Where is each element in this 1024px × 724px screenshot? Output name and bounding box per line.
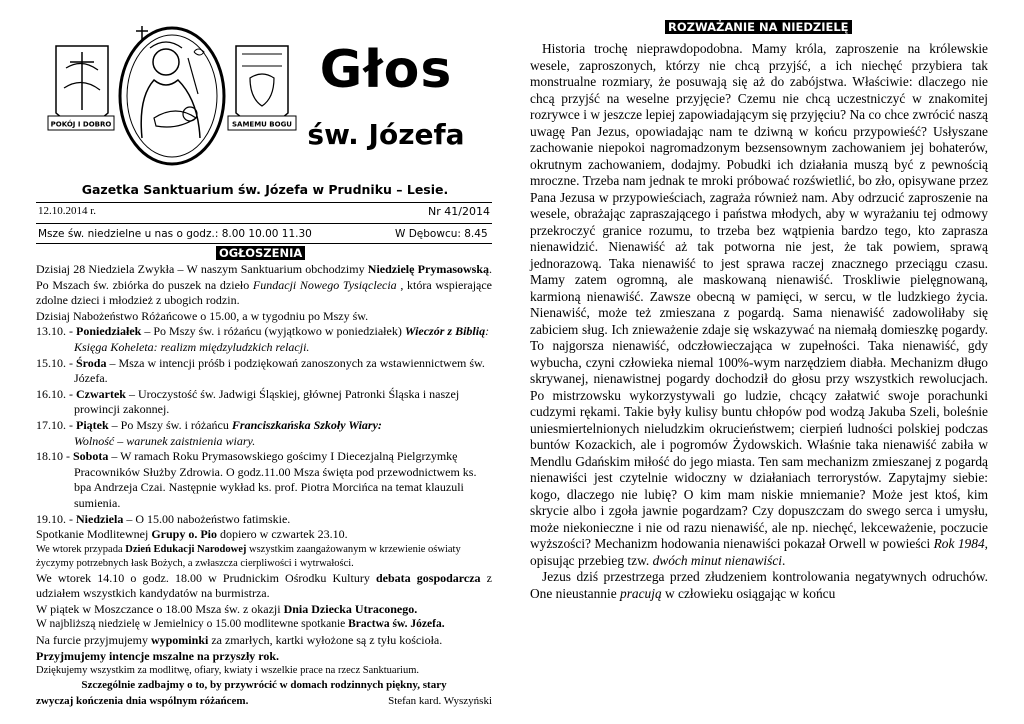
- reflection-body: [530, 41, 988, 602]
- text-bold: Niedziela: [76, 511, 124, 526]
- text-bold: Piątek: [76, 417, 109, 432]
- announcement-paragraph: [36, 262, 492, 309]
- text: , która wspierające zdolne dzieci i młodzież z ubogich rodzin.: [36, 277, 493, 308]
- newsletter-subtitle: Gazetka Sanktuarium św. Józefa w Prudniku – Lesie.: [81, 182, 449, 197]
- quote-signature-row: [36, 694, 492, 710]
- text: za zmarłych, kartki wyłożone są z tyłu kościoła.: [208, 633, 443, 648]
- text-italic: Fundacji Nowego Tysiąclecia: [252, 277, 397, 292]
- left-crest: [48, 46, 114, 130]
- text: – O 15.00 nabożeństwo fatimskie.: [123, 511, 291, 526]
- text: – Po Mszy św. i różańcu: [108, 417, 232, 432]
- text: w człowieku osiągając w końcu: [661, 585, 836, 601]
- text: 18.10 -: [36, 449, 73, 464]
- text: .: [782, 552, 786, 568]
- text-bold: Środa: [76, 355, 107, 370]
- schedule-item: [36, 449, 492, 511]
- text: 16.10. -: [36, 386, 76, 401]
- announcement-paragraph: Dzisiaj Nabożeństwo Różańcowe o 15.00, a w tygodniu po Mszy św.: [36, 308, 369, 323]
- text-italic: Wolność – warunek zaistnienia wiary.: [74, 433, 256, 448]
- announcement-paragraph: [36, 543, 492, 571]
- announcement-paragraph: Dziękujemy wszystkim za modlitwę, ofiary, kwiaty i wszelkie prace na rzecz Sanktuarium.: [36, 665, 420, 677]
- saint-joseph-medallion: [120, 26, 224, 164]
- quote-author: Stefan kard. Wyszyński: [388, 694, 492, 707]
- text: Jezus dziś przestrzega przed złudzeniem kontrolowania negatywnych odruchów. One nieustannie: [530, 569, 988, 601]
- text-bold: wypominki: [150, 633, 209, 648]
- mass-times: Msze św. niedzielne u nas o godz.: 8.00 10.00 11.30: [38, 228, 312, 240]
- sanctuary-emblem: [38, 18, 306, 168]
- text: W piątek w Moszczance o 18.00 Msza św. z okazji: [36, 601, 284, 616]
- text: We wtorek przypada: [36, 543, 126, 555]
- text: Dzisiaj 28 Niedziela Zwykła – W naszym Sanktuarium obchodzimy: [36, 262, 368, 276]
- right-crest: [228, 46, 296, 130]
- text: , opisując przebieg tzw.: [530, 536, 988, 568]
- divider: [36, 243, 492, 244]
- schedule-item: [36, 324, 492, 355]
- text-bold-italic: Wieczór z Biblią: [404, 324, 486, 339]
- announcement-paragraph: [36, 527, 492, 543]
- text-bold: Czwartek: [76, 386, 126, 401]
- quote-line: zwyczaj kończenia dnia wspólnym różańcem.: [36, 694, 249, 707]
- right-banner-text: SAMEMU BOGU: [231, 120, 293, 129]
- schedule-item: [36, 387, 492, 418]
- text: – Po Mszy św. i różańcu (wyjątkowo w poniedziałek): [141, 324, 405, 339]
- text-bold: Bractwa św. Józefa.: [348, 618, 445, 631]
- text: – W ramach Roku Prymasowskiego gościmy I Diecezjalną Pielgrzymkę Pracowników Służby Zdrowia. O godz.11.00 Msza święta pod przewodnictwem ks. bpa Andrzeja Czai. Następnie wykład ks. prof. Piotra Morcińca na temat klauzuli sumienia.: [74, 449, 477, 510]
- text: 13.10. -: [36, 324, 76, 339]
- text: dopiero w czwartek 23.10.: [217, 527, 348, 542]
- divider: [36, 202, 492, 203]
- text-italic: pracują: [620, 585, 662, 601]
- announcement-paragraph: [36, 633, 492, 649]
- announcement-paragraph: [36, 617, 492, 633]
- schedule-item: [36, 418, 492, 449]
- text: We wtorek 14.10 o godz. 18.00 w Prudnickim Ośrodku Kultury: [36, 570, 376, 585]
- announcement-paragraph: [36, 602, 492, 618]
- issue-number: Nr 41/2014: [428, 205, 490, 218]
- left-banner-text: POKÓJ I DOBRO: [50, 120, 112, 129]
- schedule-item: [36, 512, 492, 528]
- text-bold: Poniedziałek: [76, 324, 142, 339]
- text-bold: Grupy o. Pio: [151, 527, 217, 542]
- text-bold: debata gospodarcza: [375, 570, 481, 585]
- announcement-paragraph: [36, 571, 492, 602]
- text-bold: Przyjmujemy intencje mszalne na przyszły rok.: [36, 648, 280, 663]
- text-italic: dwóch minut nienawiści: [652, 552, 783, 568]
- divider: [36, 223, 492, 224]
- announcements-body: [36, 262, 492, 709]
- reflection-heading: ROZWAŻANIE NA NIEDZIELĘ: [665, 20, 852, 34]
- schedule-item: [36, 356, 492, 387]
- text-bold: Niedzielę Prymasowską: [367, 262, 489, 276]
- announcements-heading: OGŁOSZENIA: [216, 246, 305, 260]
- text: Historia trochę nieprawdopodobna. Mamy króla, zaproszenie na królewskie wesele, zaproszonych, którzy nie chcą przyjść, a ich niechęć przybiera tak monstrualne rozmiary, że posuwają się aż do zabójstwa. Właściwie: dlaczego nie chcą przyjść na weselne przyjęcie? Czemu nie chcą uczestniczyć w znakomitej rozrywce i w jeszcze lepiej zapowiadającym się przyjęciu? Na co chce zwrócić naszą uwagę Pan Jezus, opowiadając nam te dziwną w końcu przypowieść? Usłyszane zachowanie niepokoi nagromadzonym bezsensownym zachowaniem jej bohaterów, okrutnym zachowaniem, dodajmy. Pobudki ich działania muszą być z pewnością mroczne. Trzeba nam jednak te mroki próbować rozświetlić, bo zło, opisywane przez Pana Jezusa w przypowieściach, zagraża również nam. Aby odrzucić zaproszenie na wesele, obrażając zapraszającego i państwa młodych, aby w wyrażaniu tej odmowy przekroczyć granice rozumu, to trzeba bez wątpienia bardzo tego, kto zaprasza nienawidzić. Nienawiść aż tak potworna nie jest, że tak powiem, sprawą jednorazową. Taka nienawiść to jest sprawa raczej znacznego przeciągu czasu. Mamy zatem ogromną, ale maskowaną nienawiść. Troskliwie pielęgnowaną, karmioną nienawiść. Zawsze obecną w pamięci, w sercu, w tle ludzkiego życia. Nienawiść, może też zmieszana z pogardą. Sama nienawiść zadowoliłaby się zabiciem sług. Ich znieważenie zdaje się wskazywać na niemałą domieszkę pogardy. To najgorsza nienawiść, odczłowieczająca w zupełności. Taka nienawiść, gdy wybucha, czyni człowieka niemal 100%-wym narzędziem diabła. Mechanizm długo skrywanej, nienawistnej pogardy dochodził do głosu przy wszystkich rewolucjach. Po mistrzowsku wykorzystywali go ludzie, chcący załatwić swoje porachunki cudzymi rękami. Takie były kulisy buntu chłopów pod wodzą Jakuba Szeli, boleśnie uniesmiertelnionych nieludzkim okrucieństwem; cierpień ludności polskiej podczas buntów Kozackich, ale i pogromów Żydowskich. Właśnie taka nienawiść zabiła w Mendlu Gdańskim miłość do jego miasta. Ten sam mechanizm zmieszanej z pogardą nienawiści jest czytelnie widoczny w działaniach terrorystów. Zapytajmy siebie: kogo, dlaczego nie lubię? O kim mam niskie mniemanie? Może jest ktoś, kim skrycie albo i zgoła jawnie pogardzam? Czy dopuszczam do swego serca i umysłu, może niekonieczne i nie od razu nienawiść, ale np. niechęć, lekceważenie, poczucie wyższości? Mechanizm hodowania nienawiści pokazał Orwell w powieści: [530, 41, 988, 551]
- reflection-paragraph: [530, 41, 988, 569]
- text: 15.10. -: [36, 355, 76, 370]
- debowiec-mass-time: W Dębowcu: 8.45: [395, 228, 488, 240]
- text-italic: : Księga Koheleta: realizm międzyludzkich relacji.: [74, 324, 490, 354]
- text: 19.10. -: [36, 511, 76, 526]
- text: Spotkanie Modlitewnej: [36, 527, 152, 542]
- announcement-paragraph: [36, 649, 492, 665]
- newsletter-title-line2: św. Józefa: [307, 118, 465, 151]
- text-italic: Rok 1984: [933, 536, 985, 551]
- text: W najbliższą niedzielę w Jemielnicy o 15.00 modlitewne spotkanie: [36, 618, 349, 631]
- text: wszystkim zaangażowanym w krzewienie oświaty życzymy potrzebnych łask Bożych, a zwłaszcza cierpliwości i wytrwałości.: [36, 543, 461, 569]
- reflection-paragraph: [530, 569, 988, 602]
- text: z udziałem wszystkich kandydatów na burmistrza.: [36, 570, 493, 601]
- text: . Po Mszach św. zbiórka do puszek na dzieło: [36, 262, 492, 292]
- quote-line: Szczególnie zadbajmy o to, by przywrócić w domach rodzinnych piękny, stary: [81, 679, 447, 692]
- text: Na furcie przyjmujemy: [36, 633, 151, 648]
- text-bold-italic: Franciszkańska Szkoły Wiary:: [231, 417, 382, 432]
- text-bold: Sobota: [73, 449, 109, 464]
- text-bold: Dnia Dziecka Utraconego.: [283, 601, 418, 616]
- text: – Msza w intencji próśb i podziękowań zanoszonych za wstawiennictwem św. Józefa.: [74, 355, 485, 386]
- issue-date: 12.10.2014 r.: [38, 205, 97, 217]
- text: 17.10. -: [36, 417, 76, 432]
- text-bold: Dzień Edukacji Narodowej: [125, 543, 247, 555]
- newsletter-title: Głos: [319, 40, 453, 100]
- text: – Uroczystość św. Jadwigi Śląskiej, głównej Patronki Śląska i naszej prowincji zakonnej.: [74, 386, 460, 417]
